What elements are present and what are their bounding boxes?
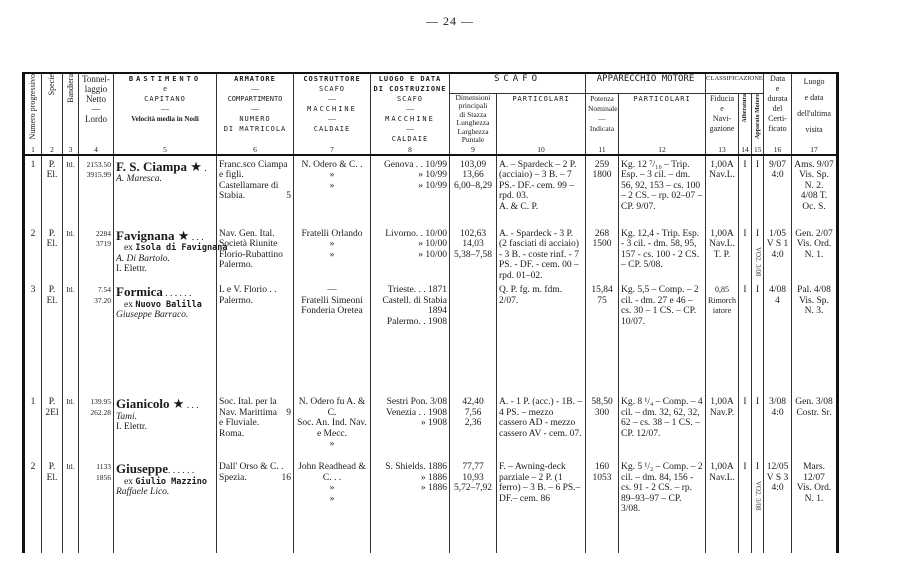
column-number: 7 — [294, 145, 371, 155]
armatore-compartimento — [217, 458, 294, 553]
armatore-line — [219, 296, 291, 307]
ex-name-line — [116, 243, 228, 254]
leader-dots: . . . . . . — [168, 466, 195, 476]
leader-dots: . . . . . . — [162, 289, 192, 299]
specie: P. El. — [42, 155, 63, 225]
ex-name: Isola di Favignana — [135, 243, 228, 253]
armatore-text: Nav. Marittima — [219, 407, 277, 418]
column-number: 12 — [619, 145, 706, 155]
classificazione-fiducia: 0,85 Rimorchiatore — [706, 281, 739, 393]
armatore-line — [219, 473, 291, 484]
armatore-text: Florio-Rubattino — [219, 249, 283, 260]
engineer-note: I. Elettr. — [116, 422, 147, 432]
vertical-note: VO2. 3/08 — [753, 480, 762, 511]
classificazione-apparato-motore — [752, 281, 764, 393]
column-number: 6 — [217, 145, 294, 155]
particolari-scafo: A. - Spardeck - 3 P. (2 fasciati di acciaio) - 3 B. - coste rinf. - 7 PS. - DF. - cem. 00 – rpd. 01–02. — [497, 225, 586, 282]
header-bastimento: BASTIMENTO e CAPITANO — Velocità media in Nodi — [114, 73, 217, 145]
tonnellaggio: 2284 3719 — [79, 225, 114, 282]
particolari-scafo: F. – Awning-deck parziale – 2 P. (1 ferro) – 3 B. – 6 PS.– DF.– cem. 86 — [497, 458, 586, 553]
ship-name: Formica — [116, 284, 163, 299]
ex-label: ex — [124, 299, 133, 310]
armatore-line — [219, 260, 291, 271]
column-numbers-row — [24, 145, 838, 155]
armatore-line — [219, 191, 291, 202]
column-number: 4 — [79, 145, 114, 155]
header-potenza: Potenza Nominale — Indicata — [586, 93, 619, 145]
star-icon: ★ — [169, 396, 185, 411]
header-apparato-motore: Apparato Motore — [752, 93, 764, 145]
costruttore: Fratelli Orlando » » — [294, 225, 371, 282]
armatore-compartimento — [217, 155, 294, 225]
potenza: 160 1053 — [586, 458, 619, 553]
particolari-motore: Kg. 5 ¹/₂ – Comp. – 2 cil. – dm. 84, 156 - cs. 91 - 2 CS. – rp. 89–93–97 – CP. 3/08. — [619, 458, 706, 553]
vertical-note: VO2. 3/08 — [753, 247, 762, 277]
particolari-motore: Kg. 12,4 - Trip. Esp. - 3 cil. - dm. 58, 95, 157 - cs. 100 - 2 CS. – CP. 5/08. — [619, 225, 706, 282]
ex-label: ex — [124, 476, 133, 487]
potenza: 15,84 75 — [586, 281, 619, 393]
armatore-text: e Fluviale. — [219, 418, 260, 428]
costruttore: N. Odero & C. . » » — [294, 155, 371, 225]
header-apparecchio-motore: APPARECCHIO MOTORE — [586, 73, 706, 93]
captain: Tami. — [116, 411, 138, 422]
numero-progressivo: 3 — [24, 281, 42, 393]
armatore-line — [219, 181, 291, 192]
potenza: 268 1500 — [586, 225, 619, 282]
bandiera: Itl. — [63, 458, 79, 553]
classificazione-alberatura: I — [739, 225, 752, 282]
dimensioni: 103,09 13,66 6,00–8,29 — [450, 155, 497, 225]
bastimento-capitano — [114, 458, 217, 553]
luogo-data-costruzione: Genova . . 10/99 » 10/99 » 10/99 — [371, 155, 450, 225]
header-tonnellaggio: Tonnel- laggio Netto — Lordo — [79, 73, 114, 145]
header-particolari-scafo: PARTICOLARI — [497, 93, 586, 145]
potenza: 58,50 300 — [586, 393, 619, 458]
costruttore: — Fratelli Simeoni Fonderia Oretea — [294, 281, 371, 393]
classificazione-fiducia: 1,00A Nav.L. T. P. — [706, 225, 739, 282]
header-scafo: SCAFO — [450, 73, 586, 93]
numero-matricola: 9 — [286, 407, 291, 418]
particolari-scafo: A. - 1 P. (acc.) - 1B. – 4 PS. – mezzo cassero AD - mezzo cassero AV - cem. 07. — [497, 393, 586, 458]
armatore-text: I. e V. Florio . . — [219, 285, 277, 295]
ship-row — [24, 458, 838, 553]
armatore-line — [219, 250, 291, 261]
ship-name: Giuseppe — [116, 461, 169, 476]
numero-progressivo: 2 — [24, 458, 42, 553]
classificazione-alberatura: I — [739, 458, 752, 553]
armatore-text: e figli. — [219, 170, 244, 180]
tonnellaggio: 139.95 262.28 — [79, 393, 114, 458]
particolari-scafo: Q. P. fg. m. fdm. 2/07. — [497, 281, 586, 393]
header-costruttore: COSTRUTTORE SCAFO — MACCHINE — CALDAIE — [294, 73, 371, 145]
header-specie: Specie — [42, 73, 63, 145]
bandiera: Itl. — [63, 155, 79, 225]
ultima-visita: Gen. 3/08 Costr. Sr. — [792, 393, 838, 458]
header-luogo-data: LUOGO E DATA DI COSTRUZIONE SCAFO — MACCHINE — CALDAIE — [371, 73, 450, 145]
specie: P. El. — [42, 281, 63, 393]
ex-name: Giulio Mazzino — [135, 476, 207, 487]
armatore-line — [219, 462, 291, 473]
particolari-motore: Kg. 5,5 – Comp. – 2 cil. - dm. 27 e 46 – cs. 30 – 1 CS. – CP. 10/07. — [619, 281, 706, 393]
luogo-data-costruzione: S. Shields. 1886 » 1886 » 1886 — [371, 458, 450, 553]
particolari-scafo: A. – Spardeck – 2 P.(acciaio) – 3 B. – 7 PS.- DF.- cem. 99 – rpd. 03. A. & C. P. — [497, 155, 586, 225]
armatore-text: Nav. Gen. Ital. — [219, 228, 275, 239]
specie: P. El. — [42, 225, 63, 282]
classificazione-apparato-motore — [752, 393, 764, 458]
dimensioni: 102,63 14,03 5,38–7,58 — [450, 225, 497, 282]
armatore-text: Palermo. — [219, 295, 254, 306]
numero-progressivo: 1 — [24, 155, 42, 225]
classificazione-alberatura: I — [739, 155, 752, 225]
classificazione-fiducia: 1,00A Nav.L. — [706, 155, 739, 225]
bandiera: Itl. — [63, 393, 79, 458]
data-certificato: 1/05 V S 1 4:0 — [764, 225, 792, 282]
header-fiducia-navigazione: Fiducia e Navi- gazione — [706, 93, 739, 145]
classificazione-alberatura: I — [739, 281, 752, 393]
classificazione-fiducia: 1,00A Nav.P. — [706, 393, 739, 458]
numero-matricola: 16 — [281, 472, 291, 483]
column-number: 2 — [42, 145, 63, 155]
ship-name-line — [116, 229, 214, 244]
classificazione-apparato-motore — [752, 155, 764, 225]
classificazione-alberatura: I — [739, 393, 752, 458]
column-number: 16 — [764, 145, 792, 155]
armatore-line — [219, 160, 291, 171]
ship-name-line — [116, 462, 214, 477]
column-number: 3 — [63, 145, 79, 155]
header-data-certificato: Data e durata del Certi- ficato — [764, 73, 792, 145]
armatore-text: Dall' Orso & C. . — [219, 462, 284, 472]
captain: Raffaele Lico. — [116, 487, 170, 497]
apparato-motore-value: I — [755, 285, 760, 295]
armatore-line — [219, 170, 291, 181]
armatore-line — [219, 408, 291, 419]
captain: A. Di Bartolo. — [116, 253, 170, 264]
particolari-motore: Kg. 8 ¹/₄ – Comp. – 4 cil. – dm. 32, 62, 32, 62 – cs. 38 – 1 CS. – CP. 12/07. — [619, 393, 706, 458]
ship-name: Gianicolo — [116, 396, 170, 411]
data-certificato: 3/08 4:0 — [764, 393, 792, 458]
ship-name-line — [116, 397, 214, 412]
bandiera: Itl. — [63, 225, 79, 282]
column-number: 10 — [497, 145, 586, 155]
armatore-compartimento — [217, 225, 294, 282]
armatore-line — [219, 239, 291, 250]
bastimento-capitano — [114, 281, 217, 393]
header-numero-progressivo: Numero progressivo — [24, 73, 42, 145]
bastimento-capitano — [114, 393, 217, 458]
armatore-text: Castellamare di — [219, 180, 279, 191]
armatore-text: Società Riunite — [219, 239, 278, 249]
header-classificazione: CLASSIFICAZIONE — [706, 73, 764, 93]
star-icon: ★ — [174, 227, 190, 243]
column-number: 8 — [371, 145, 450, 155]
header-alberatura: Alberatura — [739, 93, 752, 145]
ultima-visita: Ams. 9/07 Vis. Sp. N. 2. 4/08 T. Oc. S. — [792, 155, 838, 225]
tonnellaggio: 2153.50 3915.99 — [79, 155, 114, 225]
ship-row — [24, 281, 838, 393]
ship-name-line — [116, 285, 214, 300]
apparato-motore-value: I — [755, 159, 760, 170]
apparato-motore-value: I — [755, 397, 760, 407]
tonnellaggio: 7.54 37.20 — [79, 281, 114, 393]
numero-progressivo: 1 — [24, 393, 42, 458]
classificazione-apparato-motore — [752, 458, 764, 553]
header-dimensioni: Dimensioni principali di Stazza Lunghezza Larghezza Puntale — [450, 93, 497, 145]
bastimento-capitano — [114, 225, 228, 282]
column-number: 5 — [114, 145, 217, 155]
classificazione-apparato-motore — [752, 225, 764, 282]
ex-name-line — [116, 300, 214, 311]
header-armatore: ARMATORE — COMPARTIMENTO — NUMERO DI MATRICOLA — [217, 73, 294, 145]
costruttore: N. Odero fu A. & C. Soc. An. Ind. Nav. e Mecc. » — [294, 393, 371, 458]
classificazione-fiducia: 1,00A Nav.L. — [706, 458, 739, 553]
star-icon: ★ — [187, 158, 202, 174]
luogo-data-costruzione: Sestri Pon. 3/08 Venezia . . 1908 » 1908 — [371, 393, 450, 458]
armatore-text: Palermo. — [219, 260, 254, 270]
register-body — [24, 155, 838, 554]
column-number: 9 — [450, 145, 497, 155]
column-number: 1 — [24, 145, 42, 155]
ship-name-line — [116, 160, 214, 175]
luogo-data-costruzione: Trieste. . . 1871 Castell. di Stabia 1894 Palermo. . 1908 — [371, 281, 450, 393]
dimensioni: 42,40 7,56 2,36 — [450, 393, 497, 458]
leader-dots: . . . — [184, 401, 199, 411]
ship-row — [24, 393, 838, 458]
ex-name-line — [116, 477, 214, 488]
ship-row — [24, 225, 838, 282]
armatore-line — [219, 397, 291, 408]
armatore-text: Franc.sco Ciampa — [219, 159, 288, 170]
bastimento-capitano — [114, 155, 217, 225]
bandiera: Itl. — [63, 281, 79, 393]
ship-row — [24, 155, 838, 225]
column-number: 11 — [586, 145, 619, 155]
ex-name: Nuovo Balilla — [135, 299, 202, 310]
potenza: 259 1800 — [586, 155, 619, 225]
column-number: 13 — [706, 145, 739, 155]
armatore-line — [219, 418, 291, 429]
captain: Giuseppe Barraco. — [116, 310, 189, 320]
armatore-text: Roma. — [219, 428, 245, 439]
leader-dots: . . . — [189, 232, 204, 243]
column-number: 15 — [752, 145, 764, 155]
header-particolari-motore: PARTICOLARI — [619, 93, 706, 145]
apparato-motore-value: I — [755, 462, 760, 472]
ultima-visita: Gen. 2/07 Vis. Ord. N. 1. — [792, 225, 838, 282]
leader-dots: . — [201, 163, 207, 174]
engineer-note: I. Elettr. — [116, 264, 147, 274]
ship-name: F. S. Ciampa — [116, 158, 188, 174]
armatore-line — [219, 229, 291, 240]
column-number: 17 — [792, 145, 838, 155]
particolari-motore: Kg. 12 ⁷/₁₀ – Trip. Esp. – 3 cil. – dm. 56, 92, 153 – cs. 100 – 2 CS. – rp. 02–07 – CP. 9/07. — [619, 155, 706, 225]
armatore-line — [219, 285, 291, 296]
armatore-compartimento — [217, 281, 294, 393]
armatore-text: Soc. Ital. per la — [219, 397, 277, 407]
numero-progressivo: 2 — [24, 225, 42, 282]
data-certificato: 12/05 V S 3 4:0 — [764, 458, 792, 553]
costruttore: John Readhead & C. . . » » — [294, 458, 371, 553]
armatore-compartimento — [217, 393, 294, 458]
header-ultima-visita: Luogo e data dell'ultima visita — [792, 73, 838, 145]
dimensioni: 77,77 10,93 5,72–7,92 — [450, 458, 497, 553]
ex-label: ex — [124, 243, 133, 253]
dimensioni — [450, 281, 497, 393]
ship-register-table — [22, 72, 839, 553]
data-certificato: 9/07 4:0 — [764, 155, 792, 225]
specie: P. 2El — [42, 393, 63, 458]
luogo-data-costruzione: Livorno. . 10/00 » 10/00 » 10/00 — [371, 225, 450, 282]
armatore-text: Spezia. — [219, 472, 247, 483]
column-number: 14 — [739, 145, 752, 155]
armatore-text: Stabia. — [219, 191, 246, 201]
ship-name: Favignana — [116, 227, 175, 243]
header-bandiera: Bandiera — [63, 73, 79, 145]
page-number: — 24 — — [426, 14, 474, 28]
tonnellaggio: 1133 1856 — [79, 458, 114, 553]
specie: P. El. — [42, 458, 63, 553]
numero-matricola: 5 — [286, 191, 291, 201]
apparato-motore-value: I — [755, 228, 760, 239]
data-certificato: 4/08 4 — [764, 281, 792, 393]
armatore-line — [219, 429, 291, 440]
ultima-visita: Mars. 12/07 Vis. Ord. N. 1. — [792, 458, 838, 553]
captain: A. Maresca. — [116, 174, 162, 184]
ultima-visita: Pal. 4/08 Vis. Sp. N. 3. — [792, 281, 838, 393]
